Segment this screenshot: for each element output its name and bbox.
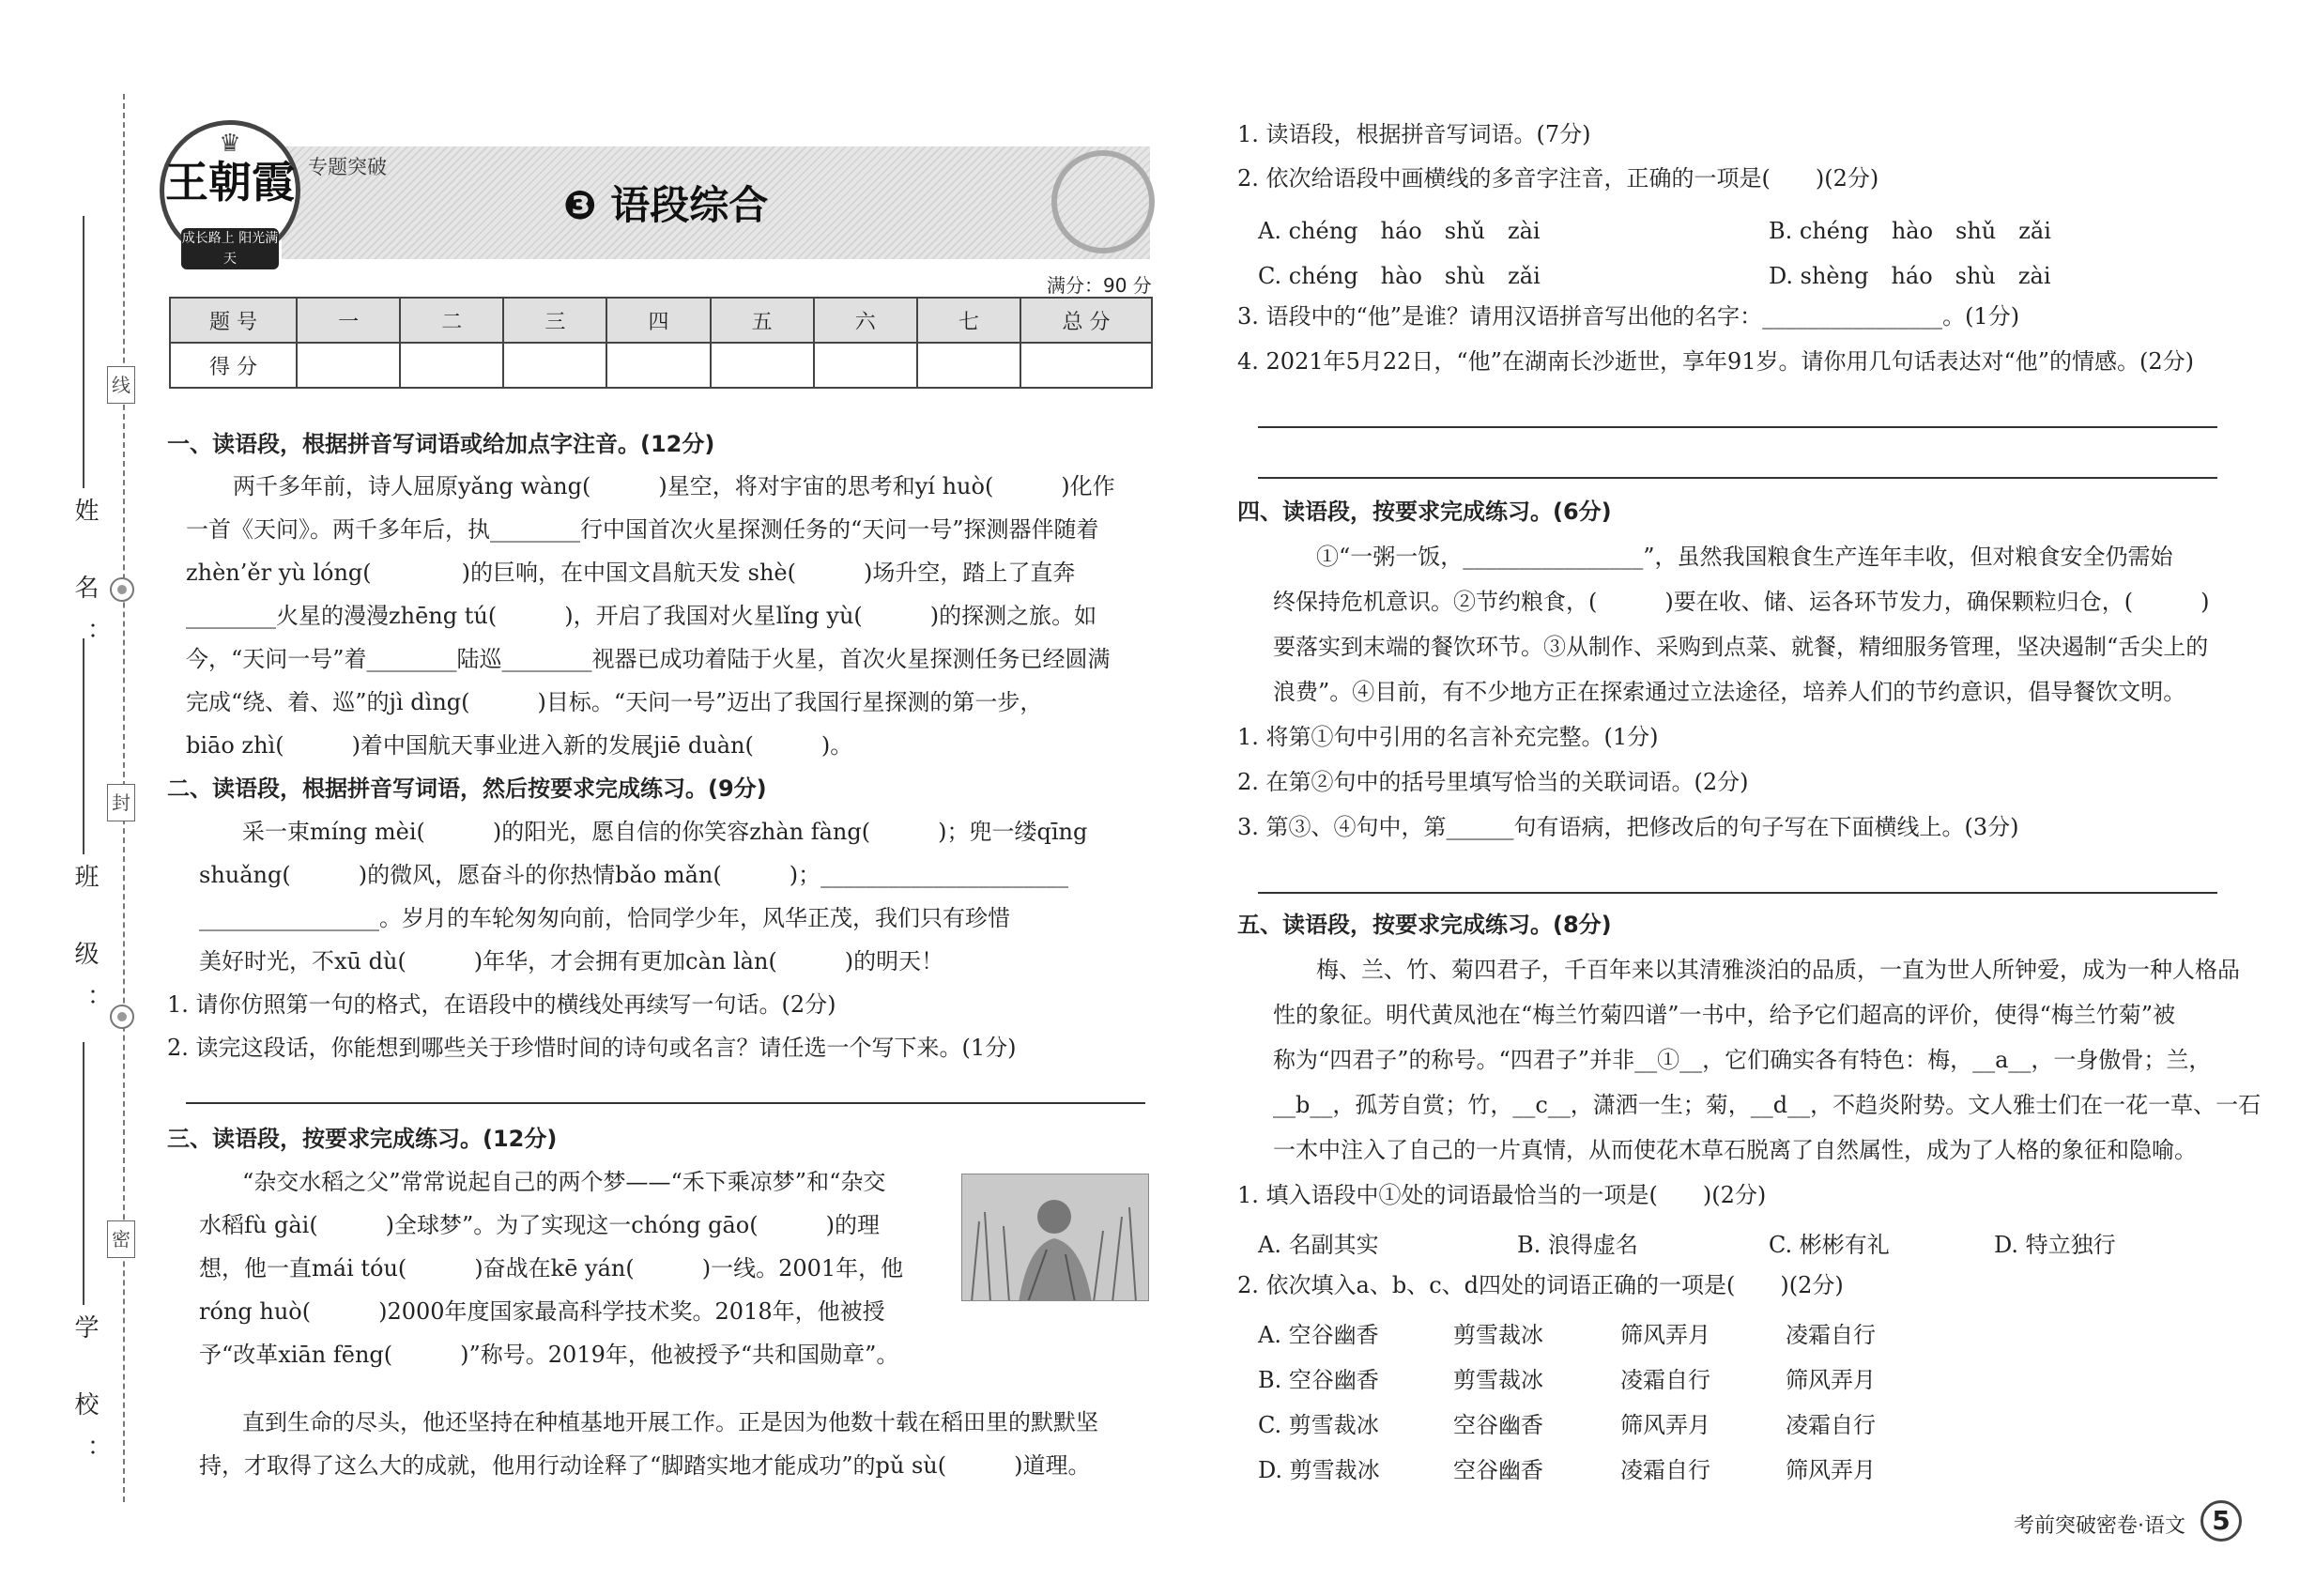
score-cell[interactable]	[1020, 343, 1152, 388]
full-score: 满分：90 分	[1047, 274, 1152, 297]
class-label: 班 级：	[70, 864, 99, 1036]
s5-line: __b__，孤芳自赏；竹，__c__，潇洒一生；菊，__d__，不趋炎附势。文人雅士们在一花一草、一石	[1273, 1092, 2262, 1118]
option-word: 空谷幽香	[1453, 1412, 1543, 1438]
title-text: 语段综合	[610, 182, 769, 228]
option[interactable]: D. 剪雪裁冰	[1258, 1457, 1380, 1483]
school-field[interactable]	[83, 1042, 84, 1305]
section-3-title: 三、读语段，按要求完成练习。(12分)	[167, 1126, 558, 1152]
seal-mark: 线	[107, 366, 135, 404]
option-word: 筛风弄月	[1620, 1322, 1710, 1348]
question: 1. 请你仿照第一句的格式，在语段中的横线处再续写一句话。(2分)	[167, 991, 836, 1018]
score-cell[interactable]	[606, 343, 710, 388]
section-1-title: 一、读语段，根据拼音写词语或给加点字注音。(12分)	[167, 431, 715, 457]
option[interactable]: B. chéng hào shǔ zǎi	[1769, 218, 2051, 244]
score-cell[interactable]	[297, 343, 400, 388]
option[interactable]: C. chéng hào shù zǎi	[1258, 263, 1541, 289]
title-number: ❸	[563, 182, 597, 228]
name-field[interactable]	[83, 216, 84, 488]
question: 1. 读语段，根据拼音写词语。(7分)	[1237, 121, 1591, 147]
s5-line: 性的象征。明代黄凤池在“梅兰竹菊四谱”一书中，给予它们超高的评价，使得“梅兰竹菊”被	[1273, 1002, 2176, 1028]
table-cell: 得 分	[170, 343, 297, 388]
option[interactable]: B. 空谷幽香	[1258, 1367, 1379, 1393]
answer-line[interactable]	[1258, 892, 2217, 894]
option-word: 空谷幽香	[1453, 1457, 1543, 1483]
score-cell[interactable]	[917, 343, 1020, 388]
option-word: 筛风弄月	[1786, 1457, 1876, 1483]
section-2-title: 二、读语段，根据拼音写词语，然后按要求完成练习。(9分)	[167, 775, 767, 802]
score-cell[interactable]	[400, 343, 503, 388]
s5-line: 一木中注入了自己的一片真情，从而使花木草石脱离了自然属性，成为了人格的象征和隐喻。	[1273, 1137, 2197, 1163]
table-cell: 四	[606, 298, 710, 343]
question: 2. 读完这段话，你能想到哪些关于珍惜时间的诗句或名言？请任选一个写下来。(1分)	[167, 1035, 1017, 1061]
option[interactable]: D. 特立独行	[1994, 1232, 2116, 1258]
option-word: 凌霜自行	[1620, 1367, 1710, 1393]
question: 2. 依次给语段中画横线的多音字注音，正确的一项是( )(2分)	[1237, 165, 1879, 192]
stopwatch-icon	[1051, 150, 1155, 253]
logo-text: 王朝霞	[165, 157, 295, 207]
s1-line: 一首《天问》。两千多年后，执________行中国首次火星探测任务的“天问一号”探测器伴随着	[186, 516, 1099, 543]
table-row	[170, 298, 1152, 343]
school-label: 学 校：	[70, 1314, 99, 1486]
score-cell[interactable]	[814, 343, 917, 388]
table-cell: 题 号	[170, 298, 297, 343]
option-word: 筛风弄月	[1620, 1412, 1710, 1438]
table-cell: 五	[711, 298, 814, 343]
question: 3. 第③、④句中，第______句有语病，把修改后的句子写在下面横线上。(3分)	[1237, 814, 2019, 840]
question: 2. 在第②句中的括号里填写恰当的关联词语。(2分)	[1237, 769, 1749, 795]
answer-line[interactable]	[1258, 477, 2217, 479]
s3-line: 予“改革xiān fēng( )”称号。2019年，他被授予“共和国勋章”。	[199, 1342, 899, 1368]
eye-icon	[110, 577, 134, 602]
crown-icon: ♛	[219, 130, 241, 158]
s1-line: ________火星的漫漫zhēng tú( )，开启了我国对火星lǐng yù( )的探测之旅。如	[186, 603, 1097, 629]
table-cell: 二	[400, 298, 503, 343]
s4-line: 浪费”。④目前，有不少地方正在探索通过立法途径，培养人们的节约意识，倡导餐饮文明。	[1273, 679, 2186, 705]
question: 2. 依次填入a、b、c、d四处的词语正确的一项是( )(2分)	[1237, 1272, 1844, 1298]
option[interactable]: C. 彬彬有礼	[1769, 1232, 1890, 1258]
question: 4. 2021年5月22日，“他”在湖南长沙逝世，享年91岁。请你用几句话表达对“他”的情感。(2分)	[1237, 348, 2195, 375]
s3-line: 持，才取得了这么大的成就，他用行动诠释了“脚踏实地才能成功”的pǔ sù( )道理。	[199, 1452, 1091, 1479]
s3-line: 水稻fù gài( )全球梦”。为了实现这一chóng gāo( )的理	[199, 1212, 880, 1238]
binding-margin	[0, 0, 141, 1596]
s2-line: shuǎng( )的微风，愿奋斗的你热情bǎo mǎn( )；______________________	[199, 862, 1069, 888]
option[interactable]: A. chéng háo shǔ zài	[1258, 218, 1541, 244]
s4-line: 终保持危机意识。②节约粮食，( )要在收、储、运各环节发力，确保颗粒归仓，( )	[1273, 589, 2210, 615]
table-cell: 总 分	[1020, 298, 1152, 343]
option-word: 凌霜自行	[1786, 1322, 1876, 1348]
question: 1. 将第①句中引用的名言补充完整。(1分)	[1237, 724, 1659, 750]
s1-line: 今，“天问一号”着________陆巡________视器已成功着陆于火星，首次火星探测任务已经圆满	[186, 646, 1111, 672]
question: 3. 语段中的“他”是谁？请用汉语拼音写出他的名字：________________。(1分)	[1237, 303, 2020, 330]
s4-line: 要落实到末端的餐饮环节。③从制作、采购到点菜、就餐，精细服务管理，坚决遏制“舌尖上的	[1273, 634, 2209, 660]
class-field[interactable]	[83, 638, 84, 854]
s1-line: 完成“绕、着、巡”的jì dìng( )目标。“天问一号”迈出了我国行星探测的第一步，	[186, 689, 1043, 715]
s2-line: ________________。岁月的车轮匆匆向前，恰同学少年，风华正茂，我们只有珍惜	[199, 905, 1010, 931]
option[interactable]: D. shèng háo shù zài	[1769, 263, 2051, 289]
score-table	[169, 297, 1153, 389]
option-word: 凌霜自行	[1620, 1457, 1710, 1483]
s3-line: “杂交水稻之父”常常说起自己的两个梦——“禾下乘凉梦”和“杂交	[242, 1169, 886, 1195]
section-4-title: 四、读语段，按要求完成练习。(6分)	[1237, 499, 1612, 525]
table-row	[170, 343, 1152, 388]
s4-line: ①“一粥一饭，________________”，虽然我国粮食生产连年丰收，但对粮食安全仍需始	[1316, 544, 2173, 570]
s2-line: 采一束míng mèi( )的阳光，愿自信的你笑容zhàn fàng( )；兜一缕qīng	[242, 819, 1088, 845]
section-5-title: 五、读语段，按要求完成练习。(8分)	[1237, 912, 1612, 938]
logo-slogan: 成长路上 阳光满天	[181, 228, 279, 269]
table-cell: 一	[297, 298, 400, 343]
option[interactable]: B. 浪得虚名	[1517, 1232, 1638, 1258]
section-tag: 专题突破	[308, 156, 387, 178]
eye-icon	[110, 1005, 134, 1029]
footer-text: 考前突破密卷·语文	[2014, 1514, 2185, 1538]
seal-mark: 密	[107, 1220, 135, 1258]
option-word: 剪雪裁冰	[1453, 1322, 1543, 1348]
answer-line[interactable]	[186, 1102, 1145, 1104]
s1-line: zhèn’ěr yù lóng( )的巨响，在中国文昌航天发 shè( )场升空，踏上了直奔	[186, 560, 1076, 586]
table-cell: 七	[917, 298, 1020, 343]
s2-line: 美好时光，不xū dù( )年华，才会拥有更加càn làn( )的明天！	[199, 948, 944, 974]
name-label: 姓 名：	[70, 498, 99, 669]
table-cell: 六	[814, 298, 917, 343]
s1-line: biāo zhì( )着中国航天事业进入新的发展jiē duàn( )。	[186, 732, 853, 759]
option-word: 剪雪裁冰	[1453, 1367, 1543, 1393]
option[interactable]: A. 空谷幽香	[1258, 1322, 1379, 1348]
page-title	[563, 175, 768, 231]
rice-field-photo	[961, 1174, 1149, 1301]
table-cell: 三	[503, 298, 606, 343]
option-word: 筛风弄月	[1786, 1367, 1876, 1393]
s1-line: 两千多年前，诗人屈原yǎng wàng( )星空，将对宇宙的思考和yí huò( )化作	[233, 473, 1115, 499]
score-cell[interactable]	[503, 343, 606, 388]
s3-line: róng huò( )2000年度国家最高科学技术奖。2018年，他被授	[199, 1298, 885, 1325]
seal-mark: 封	[107, 784, 135, 821]
brand-logo	[160, 120, 300, 267]
page-number: 5	[2200, 1500, 2242, 1542]
s5-line: 称为“四君子”的称号。“四君子”并非__①__，它们确实各有特色：梅，__a__，一身傲骨；兰，	[1273, 1047, 2212, 1073]
question: 1. 填入语段中①处的词语最恰当的一项是( )(2分)	[1237, 1182, 1767, 1208]
option[interactable]: C. 剪雪裁冰	[1258, 1412, 1379, 1438]
s3-line: 直到生命的尽头，他还坚持在种植基地开展工作。正是因为他数十载在稻田里的默默坚	[242, 1409, 1098, 1435]
s3-line: 想，他一直mái tóu( )奋战在kē yán( )一线。2001年，他	[199, 1255, 904, 1281]
score-cell[interactable]	[711, 343, 814, 388]
s5-line: 梅、兰、竹、菊四君子，千百年来以其清雅淡泊的品质，一直为世人所钟爱，成为一种人格品	[1316, 957, 2240, 983]
option[interactable]: A. 名副其实	[1258, 1232, 1379, 1258]
answer-line[interactable]	[1258, 426, 2217, 428]
option-word: 凌霜自行	[1786, 1412, 1876, 1438]
